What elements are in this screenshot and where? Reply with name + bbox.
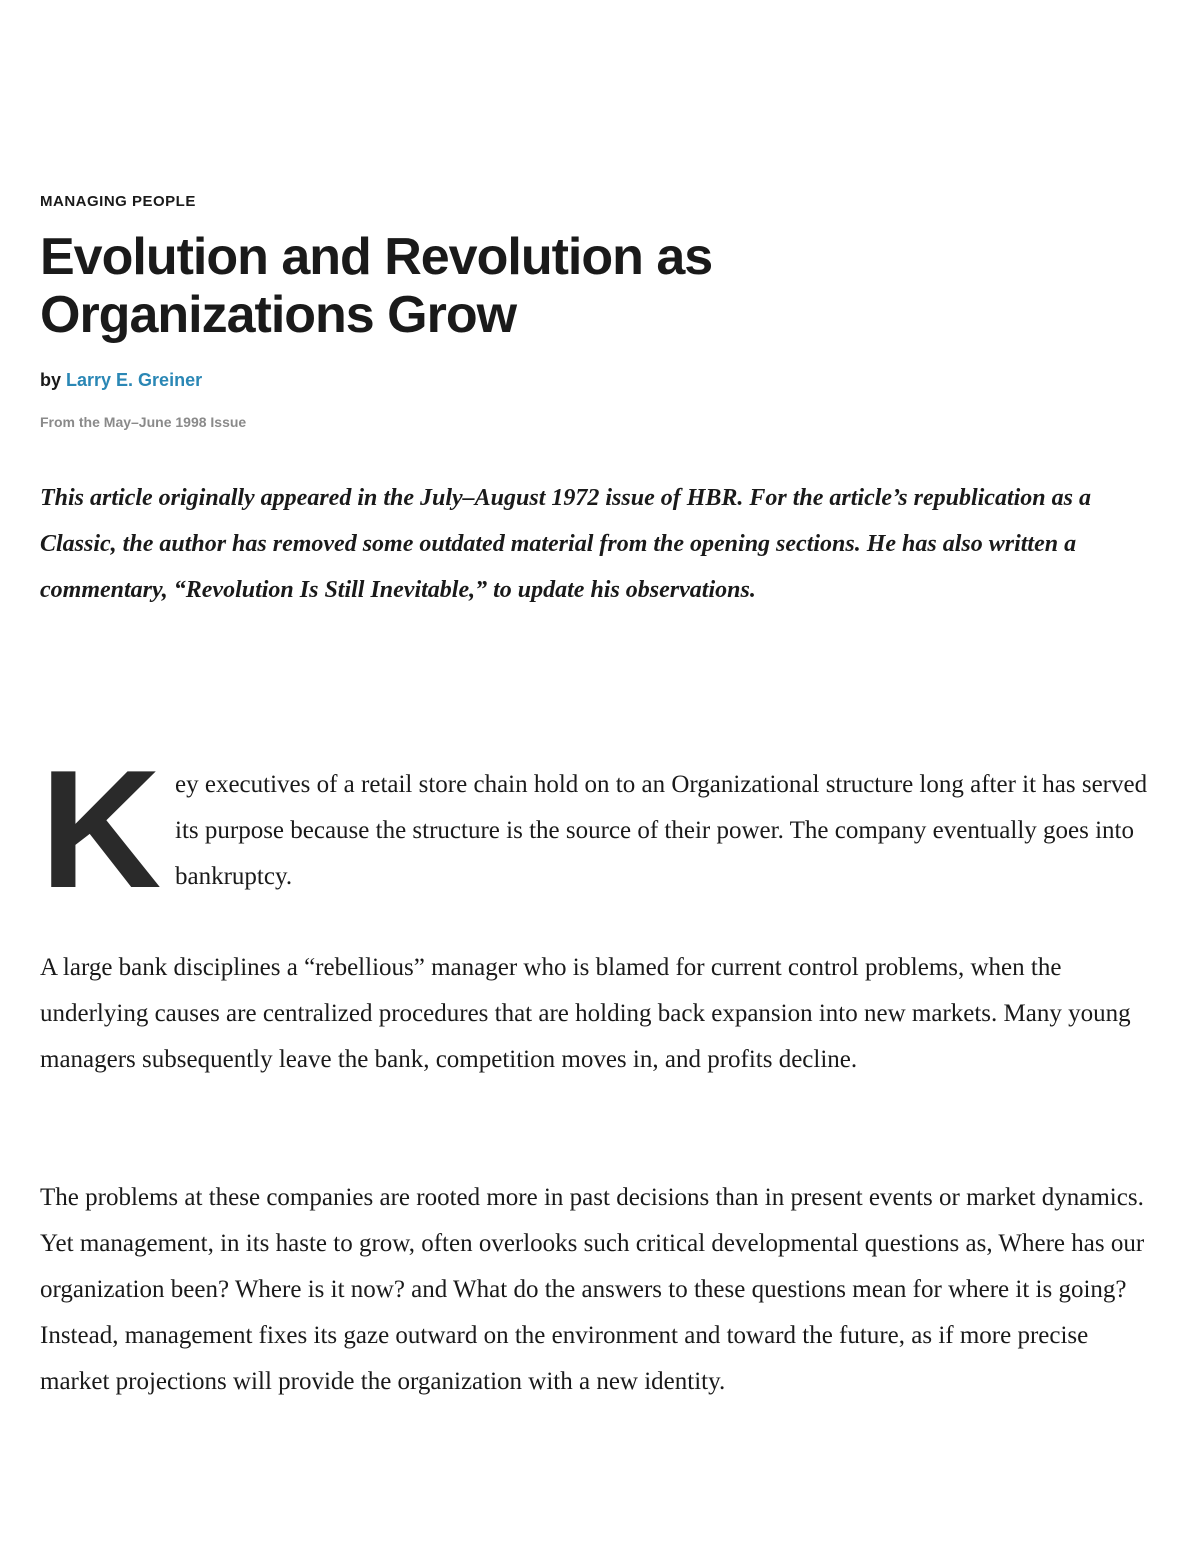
lead-paragraph-block (40, 735, 1160, 923)
lead-paragraph: ey executives of a retail store chain hold on to an Organizational structure long after it has served its purpose because the structure is the source of their power. The company eventually goes into bankruptcy. (175, 771, 1148, 890)
drop-cap: K (40, 735, 162, 923)
body-paragraph: A large bank disciplines a “rebellious” manager who is blamed for current control problems, when the underlying causes are centralized procedures that are holding back expansion into new markets. Many young managers subsequently leave the bank, competition moves in, and profits decline. (40, 954, 1131, 1073)
article-title: Evolution and Revolution as Organizations Grow (40, 228, 713, 344)
author-link[interactable]: Larry E. Greiner (66, 370, 203, 390)
byline (40, 370, 202, 391)
byline-prefix: by (40, 370, 67, 390)
body-paragraph: The problems at these companies are rooted more in past decisions than in present events or market dynamics. Yet management, in its haste to grow, often overlooks such critical developmental questions as, Where has our organization been? Where is it now? and What do the answers to these questions mean for where it is going? Instead, management fixes its gaze outward on the environment and toward the future, as if more precise market projections will provide the organization with a new identity. (40, 1184, 1145, 1395)
category-label[interactable]: MANAGING PEOPLE (40, 193, 196, 210)
intro-note: This article originally appeared in the July–August 1972 issue of HBR. For the article’s republication as a Classic, the author has removed some outdated material from the opening sections. He has also written a commentary, “Revolution Is Still Inevitable,” to update his observations. (40, 485, 1091, 603)
issue-info: From the May–June 1998 Issue (40, 414, 247, 430)
